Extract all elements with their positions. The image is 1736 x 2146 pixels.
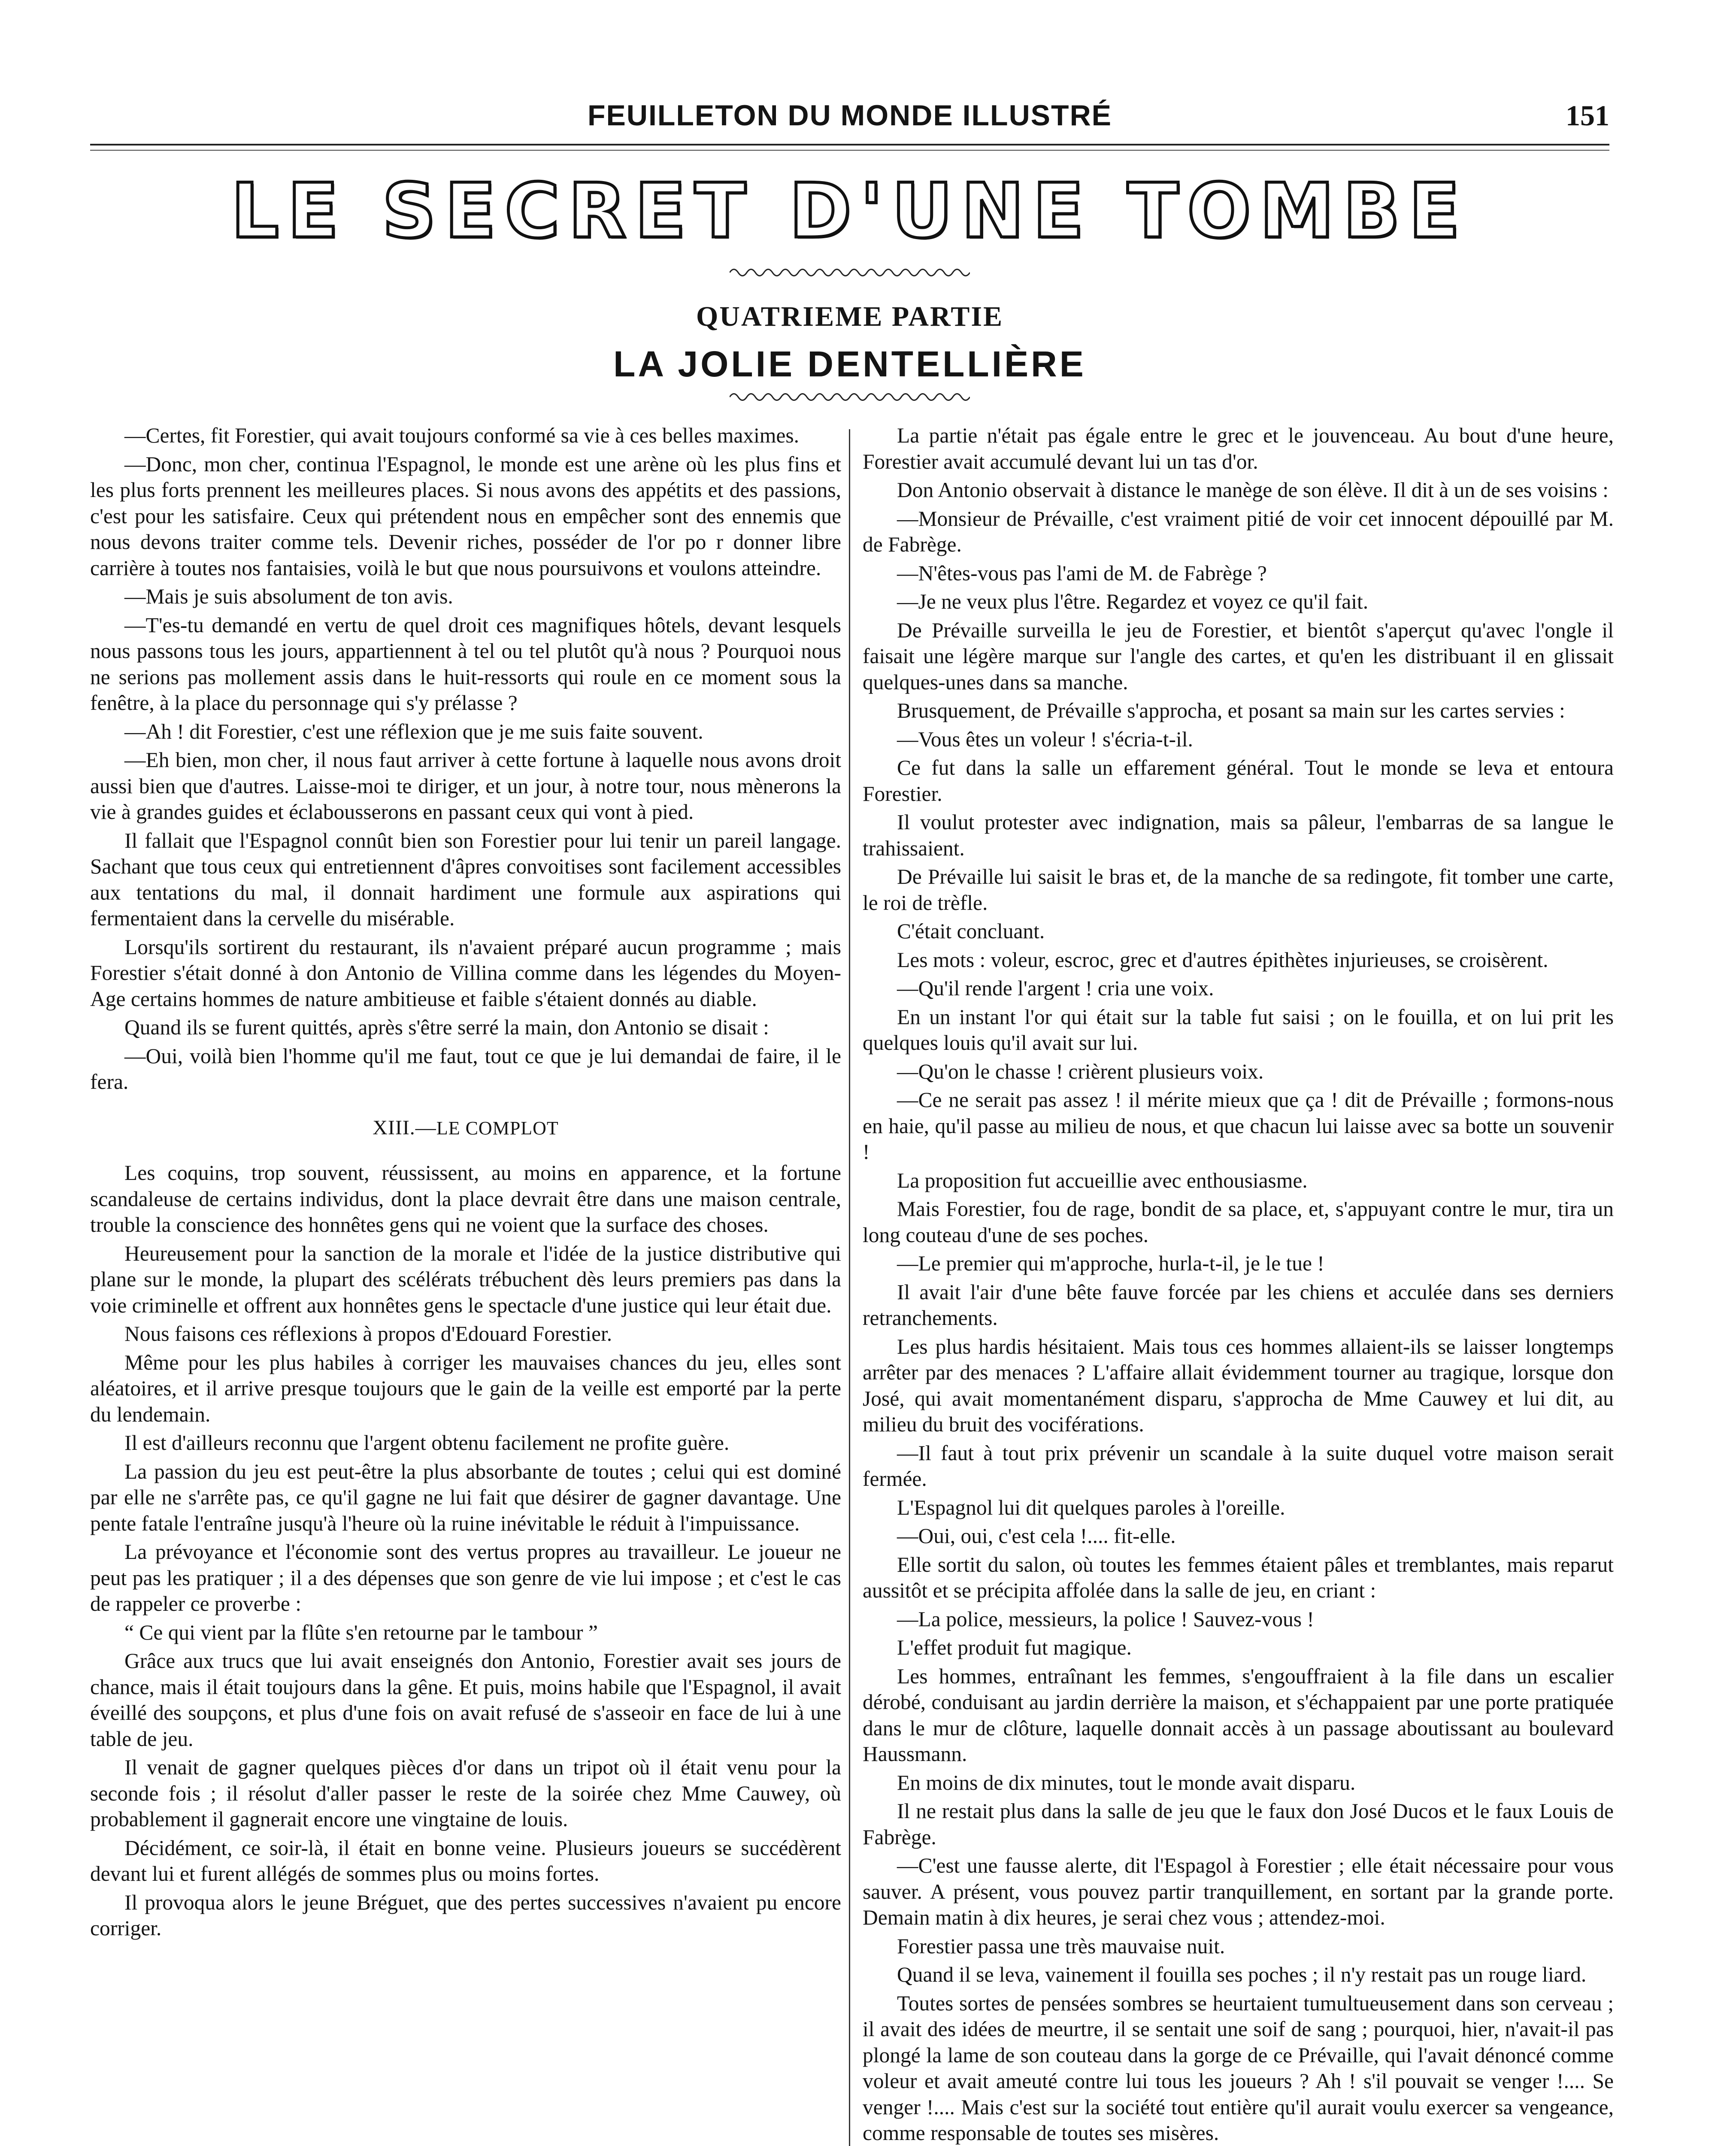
- paragraph: Heureusement pour la sanction de la morale et l'idée de la justice distributive qui plane sur le monde, la plupart des scélérats trébuchent dès leurs premiers pas dans la voie criminelle et offrent aux honnêtes gens le spectacle d'une justice qui leur était due.: [90, 1241, 841, 1317]
- paragraph: Il venait de gagner quelques pièces d'or dans un tripot où il était venu pour la seconde fois ; il résolut d'aller passer le reste de la soirée chez Mme Cauwey, où probablement il gagnerait encore une vingtaine de louis.: [90, 1755, 841, 1831]
- paragraph: L'effet produit fut magique.: [897, 1636, 1132, 1659]
- paragraph: Les plus hardis hésitaient. Mais tous ces hommes allaient-ils se laisser longtemps arrêter par des menaces ? L'affaire allait évidemment tourner au tragique, lorsque don José, qui avait momentanément disparu, s'approcha de Mme Cauwey et lui dit, au milieu du bruit des vociférations.: [863, 1334, 1614, 1436]
- paragraph: Forestier passa une très mauvaise nuit.: [897, 1934, 1225, 1958]
- paragraph: Quand ils se furent quittés, après s'être serré la main, don Antonio se disait :: [124, 1015, 769, 1039]
- paragraph: “ Ce qui vient par la flûte s'en retourne par le tambour ”: [124, 1620, 598, 1644]
- paragraph: Elle sortit du salon, où toutes les femmes étaient pâles et tremblantes, mais reparut aussitôt et se précipita affolée dans la salle de jeu, en criant :: [863, 1552, 1614, 1602]
- feuilleton-title: LE SECRET D'UNE TOMBE: [231, 168, 1469, 255]
- paragraph: —T'es-tu demandé en vertu de quel droit ces magnifiques hôtels, devant lesquels nous passons tous les jours, appartiennent à tel ou tel plutôt qu'à nous ? Pourquoi nous ne serions pas mollement assis dans le huit-ressorts qui roule en ce moment sous la fenêtre, à la place du personnage qui s'y prélasse ?: [90, 613, 841, 715]
- paragraph: —Qu'on le chasse ! crièrent plusieurs voix.: [897, 1059, 1264, 1083]
- paragraph: Même pour les plus habiles à corriger les mauvaises chances du jeu, elles sont aléatoires, et il arrive presque toujours que le gain de la veille est emporté par la perte du lendemain.: [90, 1350, 841, 1426]
- section-title: LE COMPLOT: [436, 1117, 559, 1139]
- paragraph: —Ce ne serait pas assez ! il mérite mieux que ça ! dit de Prévaille ; formons-nous en haie, qu'il passe au milieu de nous, et que chacun lui laisse avec sa botte un souvenir !: [863, 1088, 1614, 1164]
- paragraph: La partie n'était pas égale entre le grec et le jouvenceau. Au bout d'une heure, Forestier avait accumulé devant lui un tas d'or.: [863, 424, 1614, 473]
- chapter-title: LA JOLIE DENTELLIÈRE: [613, 344, 1086, 384]
- running-header: [90, 99, 1609, 137]
- paragraph: La passion du jeu est peut-être la plus absorbante de toutes ; celui qui est dominé par elle ne s'arrête pas, ce qu'il gagne ne lui fait que désirer de gagner davantage. Une pente fatale l'entraîne jusqu'à l'heure où la ruine inévitable le réduit à l'impuissance.: [90, 1459, 841, 1535]
- right-column: [863, 423, 1614, 2146]
- paragraph: De Prévaille lui saisit le bras et, de la manche de sa redingote, fit tomber une carte, le roi de trèfle.: [863, 865, 1614, 915]
- paragraph: L'Espagnol lui dit quelques paroles à l'oreille.: [897, 1495, 1285, 1519]
- paragraph: Il provoqua alors le jeune Bréguet, que des pertes successives n'avaient pu encore corriger.: [90, 1890, 841, 1940]
- column-divider: [849, 429, 850, 2146]
- paragraph: —Monsieur de Prévaille, c'est vraiment pitié de voir cet innocent dépouillé par M. de Fabrège.: [863, 506, 1614, 556]
- part-heading: QUATRIEME PARTIE: [696, 301, 1004, 332]
- paragraph: —Qu'il rende l'argent ! cria une voix.: [897, 976, 1214, 1000]
- paragraph: Ce fut dans la salle un effarement général. Tout le monde se leva et entoura Forestier.: [863, 756, 1614, 806]
- paragraph: Mais Forestier, fou de rage, bondit de sa place, et, s'appuyant contre le mur, tira un long couteau d'une de ses poches.: [863, 1197, 1614, 1247]
- left-column-text-before: [90, 423, 841, 1095]
- paragraph: —C'est une fausse alerte, dit l'Espagol à Forestier ; elle était nécessaire pour vous sauver. A présent, vous pouvez partir tranquillement, en sortant par la grande porte. Demain matin à dix heures, je serai chez vous ; attendez-moi.: [863, 1854, 1614, 1929]
- paragraph: Don Antonio observait à distance le manège de son élève. Il dit à un de ses voisins :: [897, 478, 1609, 502]
- paragraph: —Certes, fit Forestier, qui avait toujours conformé sa vie à ces belles maximes.: [124, 424, 799, 447]
- wave-ornament-top: [730, 266, 970, 279]
- paragraph: Grâce aux trucs que lui avait enseignés don Antonio, Forestier avait ses jours de chance, mais il était toujours dans la gêne. Et puis, moins habile que l'Espagnol, il avait éveillé des soupçons, et plus d'une fois on avait refusé de s'asseoir en face de lui à une table de jeu.: [90, 1649, 841, 1751]
- paragraph: Il est d'ailleurs reconnu que l'argent obtenu facilement ne profite guère.: [124, 1431, 730, 1455]
- paragraph: Il fallait que l'Espagnol connût bien son Forestier pour lui tenir un pareil langage. Sachant que tous ceux qui entretiennent d'âpres convoitises sont facilement accessibles aux tentations du mal, il donnait hardiment une formule aux aspirations qui fermentaient dans la cervelle du misérable.: [90, 828, 841, 930]
- paragraph: —N'êtes-vous pas l'ami de M. de Fabrège ?: [897, 561, 1267, 585]
- header-rule: [90, 144, 1609, 151]
- left-column-text-after: [90, 1160, 841, 1942]
- paragraph: Brusquement, de Prévaille s'approcha, et posant sa main sur les cartes servies :: [897, 699, 1565, 722]
- paragraph: —Il faut à tout prix prévenir un scandale à la suite duquel votre maison serait fermée.: [863, 1441, 1614, 1491]
- paragraph: De Prévaille surveilla le jeu de Forestier, et bientôt s'aperçut qu'avec l'ongle il faisait une légère marque sur l'angle des cartes, et qu'en les distribuant il en glissait quelques-unes dans sa manche.: [863, 618, 1614, 694]
- paragraph: —Le premier qui m'approche, hurla-t-il, je le tue !: [897, 1252, 1324, 1275]
- paragraph: La proposition fut accueillie avec enthousiasme.: [897, 1168, 1308, 1192]
- page-number: 151: [1566, 99, 1609, 132]
- paragraph: Lorsqu'ils sortirent du restaurant, ils n'avaient préparé aucun programme ; mais Forestier s'était donné à don Antonio de Villina comme dans les légendes du Moyen-Age certains hommes de nature ambitieuse et faible s'étaient donnés au diable.: [90, 935, 841, 1011]
- periodical-title: FEUILLETON DU MONDE ILLUSTRÉ: [587, 99, 1112, 132]
- paragraph: Décidément, ce soir-là, il était en bonne veine. Plusieurs joueurs se succédèrent devant lui et furent allégés de sommes plus ou moins fortes.: [90, 1836, 841, 1885]
- paragraph: Nous faisons ces réflexions à propos d'Edouard Forestier.: [124, 1322, 612, 1346]
- paragraph: —La police, messieurs, la police ! Sauvez-vous !: [897, 1607, 1314, 1631]
- paragraph: Les coquins, trop souvent, réussissent, au moins en apparence, et la fortune scandaleuse de certains individus, dont la place devrait être dans une maison centrale, trouble la conscience des honnêtes gens qui ne voient que la surface des choses.: [90, 1161, 841, 1237]
- paragraph: —Oui, oui, c'est cela !.... fit-elle.: [897, 1524, 1176, 1548]
- paragraph: —Eh bien, mon cher, il nous faut arriver à cette fortune à laquelle nous avons droit aussi bien que d'autres. Laisse-moi te diriger, et un jour, à notre tour, nous mènerons la vie à grandes guides et éclabousserons en passant ceux qui vont à pied.: [90, 748, 841, 824]
- right-column-text: [863, 423, 1614, 2146]
- paragraph: Il ne restait plus dans la salle de jeu que le faux don José Ducos et le faux Louis de Fabrège.: [863, 1799, 1614, 1849]
- section-number: XIII.—: [373, 1116, 436, 1139]
- paragraph: —Je ne veux plus l'être. Regardez et voyez ce qu'il fait.: [897, 590, 1369, 613]
- paragraph: Il avait l'air d'une bête fauve forcée par les chiens et acculée dans ses derniers retranchements.: [863, 1280, 1614, 1330]
- paragraph: Il voulut protester avec indignation, mais sa pâleur, l'embarras de sa langue le trahissaient.: [863, 810, 1614, 860]
- paragraph: La prévoyance et l'économie sont des vertus propres au travailleur. Le joueur ne peut pas les pratiquer ; il a des dépenses que son genre de vie lui impose ; et c'est le cas de rappeler ce proverbe :: [90, 1540, 841, 1616]
- paragraph: —Mais je suis absolument de ton avis.: [124, 585, 453, 608]
- paragraph: —Ah ! dit Forestier, c'est une réflexion que je me suis faite souvent.: [124, 719, 703, 743]
- paragraph: Les mots : voleur, escroc, grec et d'autres épithètes injurieuses, se croisèrent.: [897, 948, 1548, 972]
- left-column: [90, 423, 841, 2146]
- paragraph: C'était concluant.: [897, 919, 1045, 943]
- paragraph: Toutes sortes de pensées sombres se heurtaient tumultueusement dans son cerveau ; il avait des idées de meurtre, il se sentait une soif de sang ; pourquoi, hier, n'avait-il pas plongé la lame de son couteau dans la gorge de ce Prévaille, qui l'avait dénoncé comme voleur et avait ameuté contre lui tous les joueurs ? Ah ! s'il pouvait se venger !.... Se venger !.... Mais c'est sur la société tout entière qu'il aurait voulu exercer sa vengeance, comme responsable de toutes ses misères.: [863, 1991, 1614, 2145]
- paragraph: Quand il se leva, vainement il fouilla ses poches ; il n'y restait pas un rouge liard.: [897, 1963, 1587, 1986]
- paragraph: Les hommes, entraînant les femmes, s'engouffraient à la file dans un escalier dérobé, conduisant au jardin derrière la maison, et s'échappaient par une porte pratiquée dans le mur de clôture, laquelle donnait accès à un passage aboutissant au boulevard Haussmann.: [863, 1664, 1614, 1766]
- paragraph: —Donc, mon cher, continua l'Espagnol, le monde est une arène où les plus fins et les plus forts prennent les meilleures places. Si nous avons des appétits et des passions, c'est pour les satisfaire. Ceux qui prétendent nous en empêcher sont des ennemis que nous devons traiter comme tels. Devenir riches, posséder de l'or po r donner libre carrière à toutes nos fantaisies, voilà le but que nous poursuivons et voulons atteindre.: [90, 452, 841, 580]
- paragraph: —Vous êtes un voleur ! s'écria-t-il.: [897, 727, 1193, 751]
- wave-ornament-bottom: [730, 391, 970, 403]
- section-heading: [90, 1115, 841, 1142]
- paragraph: En moins de dix minutes, tout le monde avait disparu.: [897, 1770, 1356, 1794]
- paragraph: En un instant l'or qui était sur la table fut saisi ; on le fouilla, et on lui prit les quelques louis qu'il avait sur lui.: [863, 1005, 1614, 1055]
- paragraph: —Oui, voilà bien l'homme qu'il me faut, tout ce que je lui demandai de faire, il le fera.: [90, 1044, 841, 1094]
